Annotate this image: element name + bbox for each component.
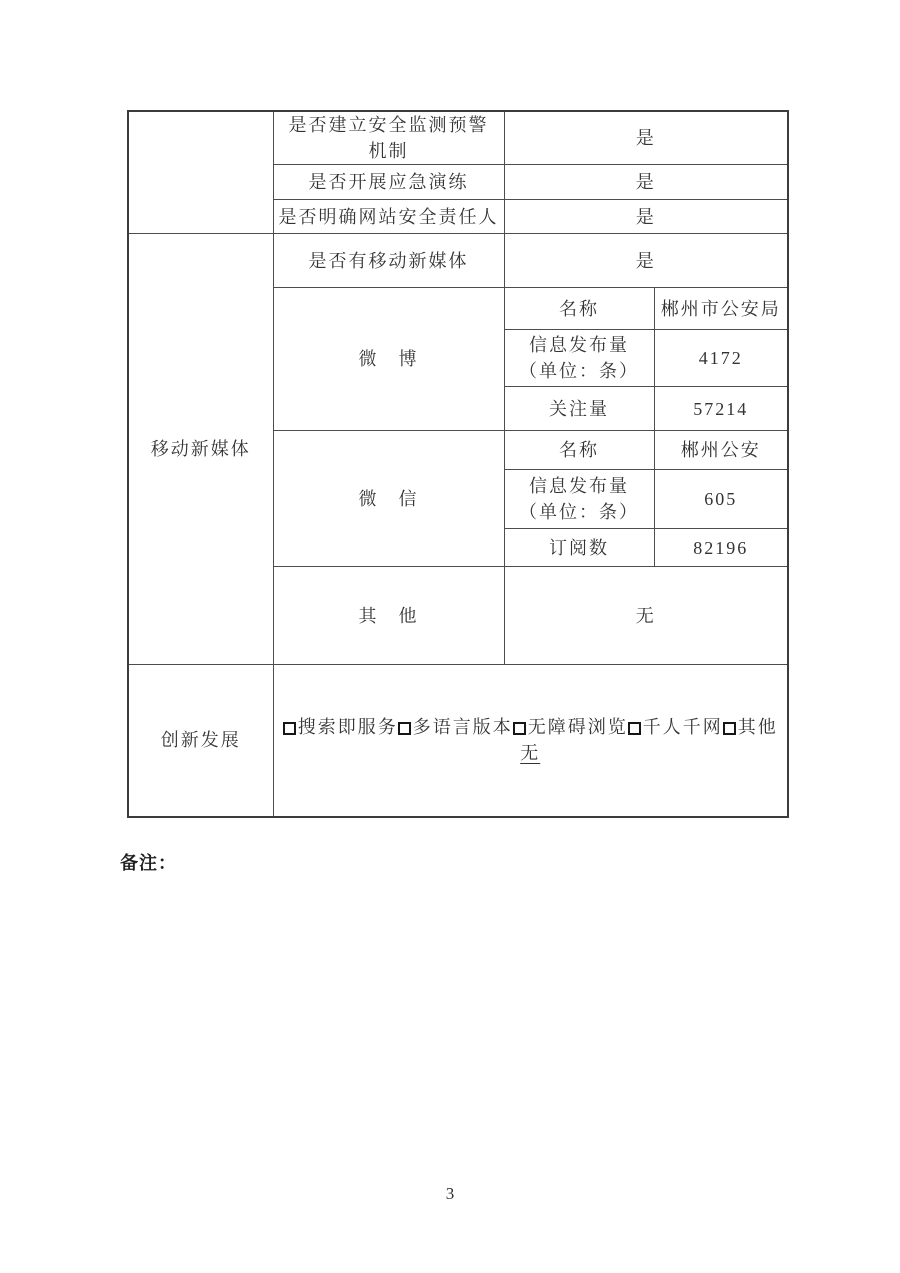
label-has-mobile-media: 是否有移动新媒体 — [273, 234, 504, 288]
innovation-other-value: 无 — [520, 743, 541, 764]
checkbox-icon — [398, 722, 411, 735]
label-wechat-posts — [504, 470, 654, 529]
checkbox-icon — [628, 722, 641, 735]
value-security-monitoring: 是 — [504, 111, 788, 165]
value-security-responsible: 是 — [504, 200, 788, 234]
innovation-option — [628, 717, 723, 737]
report-table — [127, 110, 789, 818]
label-weibo-followers: 关注量 — [504, 387, 654, 431]
label-line1: 信息发布量 — [529, 476, 629, 496]
value-other-media: 无 — [504, 567, 788, 665]
innovation-option — [283, 717, 398, 737]
label-wechat-name: 名称 — [504, 431, 654, 470]
label-security-monitoring — [273, 111, 504, 165]
innovation-other-line — [274, 740, 788, 766]
notes-label: 备注： — [120, 853, 177, 873]
checkbox-icon — [723, 722, 736, 735]
checkbox-icon — [513, 722, 526, 735]
label-weibo-posts — [504, 330, 654, 387]
innovation-option — [398, 717, 513, 737]
value-weibo-name: 郴州市公安局 — [654, 288, 788, 330]
innovation-option — [513, 717, 628, 737]
value-weibo-posts: 4172 — [654, 330, 788, 387]
group-cell-weibo: 微 博 — [273, 288, 504, 431]
page-number: 3 — [445, 1184, 455, 1203]
value-wechat-subscribers: 82196 — [654, 529, 788, 567]
label-other-media: 其 他 — [273, 567, 504, 665]
group-cell-wechat: 微 信 — [273, 431, 504, 567]
label-line1: 是否建立安全监测预警 — [288, 115, 489, 135]
label-line2: （单位：条） — [519, 502, 639, 522]
label-security-responsible: 是否明确网站安全责任人 — [273, 200, 504, 234]
label-wechat-subscribers: 订阅数 — [504, 529, 654, 567]
option-label: 搜索即服务 — [297, 717, 398, 738]
value-has-mobile-media: 是 — [504, 234, 788, 288]
section-cell-innovation: 创新发展 — [128, 665, 273, 817]
continuation-empty-cell — [128, 111, 273, 234]
value-weibo-followers: 57214 — [654, 387, 788, 431]
label-weibo-name: 名称 — [504, 288, 654, 330]
value-wechat-posts: 605 — [654, 470, 788, 529]
innovation-options-line — [274, 714, 788, 740]
label-emergency-drill: 是否开展应急演练 — [273, 165, 504, 200]
innovation-content-cell — [273, 665, 788, 817]
option-label: 其他 — [737, 717, 778, 738]
label-line1: 信息发布量 — [529, 335, 629, 355]
value-emergency-drill: 是 — [504, 165, 788, 200]
value-wechat-name: 郴州公安 — [654, 431, 788, 470]
option-label: 无障碍浏览 — [527, 717, 628, 738]
checkbox-icon — [283, 722, 296, 735]
label-line2: 机制 — [368, 141, 409, 161]
section-cell-mobile-media: 移动新媒体 — [128, 234, 273, 665]
label-line2: （单位：条） — [519, 361, 639, 381]
innovation-option — [723, 717, 778, 737]
option-label: 多语言版本 — [412, 717, 513, 738]
option-label: 千人千网 — [642, 717, 723, 738]
